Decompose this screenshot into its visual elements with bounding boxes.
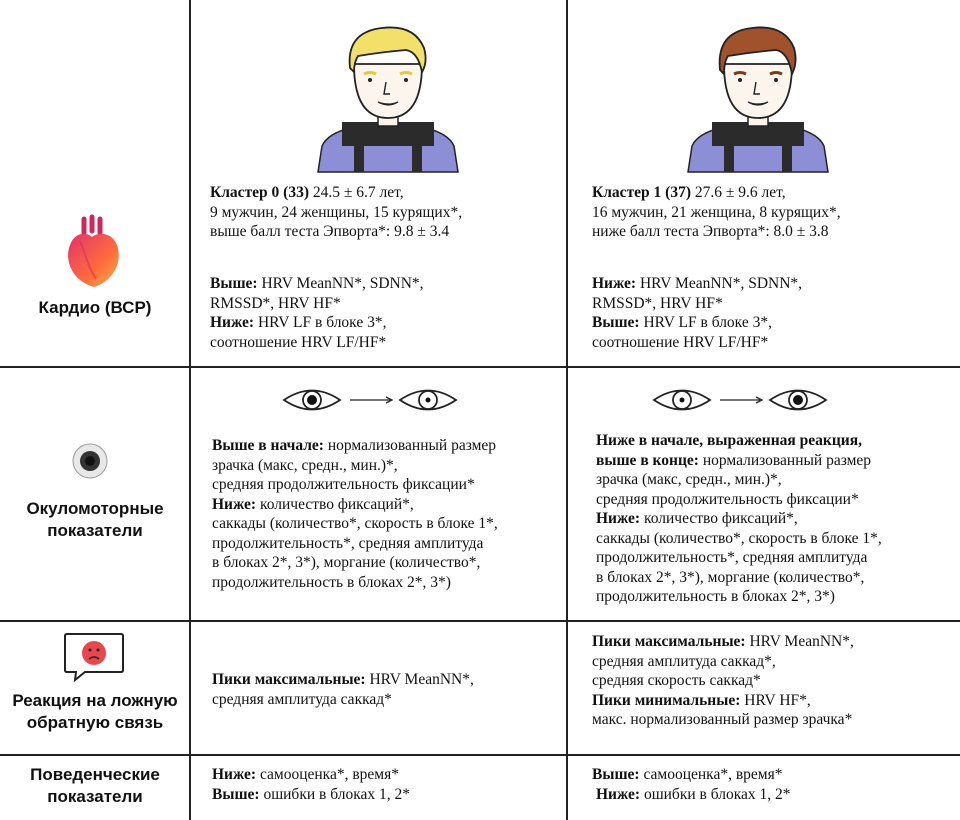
- cluster1-feedback-line2: средняя амплитуда саккад*,: [592, 652, 776, 670]
- row-divider-2: [0, 620, 960, 622]
- cluster0-title-bold: Кластер 0 (33): [210, 184, 310, 201]
- arrow-right-icon: [720, 397, 762, 403]
- row-label-behavioral: [0, 764, 190, 808]
- cluster1-feedback-line1: [592, 632, 854, 652]
- cluster1-oculo-line9: продолжительность в блоках 2*, 3*): [596, 588, 835, 605]
- cluster0-oculo-line8: продолжительность в блоках 2*, 3*): [212, 573, 451, 591]
- cluster1-oculo-l2-text: нормализованный размер: [698, 451, 872, 469]
- label-higher: Выше:: [592, 314, 640, 331]
- cluster0-age: 24.5 ± 6.7 лет,: [309, 184, 404, 201]
- cluster0-cardio-line4: соотношение HRV LF/HF*: [210, 333, 387, 351]
- cluster1-feedback-line4: [592, 691, 854, 711]
- cluster0-feedback-l1-text: HRV MeanNN*,: [365, 671, 474, 688]
- cluster1-cardio-line2: RMSSD*, HRV HF*: [592, 294, 723, 312]
- cluster0-oculo-line7: в блоках 2*, 3*), моргание (количество*,: [212, 554, 481, 571]
- label-peaks-max: Пики максимальные:: [212, 671, 366, 688]
- row-divider-3: [0, 754, 960, 756]
- cluster1-oculo-line5: [596, 509, 882, 529]
- row-label-behavioral-line1: Поведенческие: [30, 765, 160, 784]
- cluster1-epworth: ниже балл теста Эпворта*: 8.0 ± 3.8: [592, 223, 829, 240]
- cluster1-behavior-l2-text: ошибки в блоках 1, 2*: [640, 785, 791, 803]
- cluster1-cardio-line1: [592, 274, 802, 294]
- cluster1-age: 27.6 ± 9.6 лет,: [691, 184, 786, 201]
- cluster1-title-bold: Кластер 1 (37): [592, 184, 692, 201]
- cluster0-behavior-line2: [212, 785, 410, 805]
- eye-transition-dilated-to-constricted: [282, 383, 462, 417]
- cluster0-oculo-line4: [212, 495, 498, 515]
- label-higher: Выше:: [210, 275, 258, 292]
- label-lower: Ниже:: [212, 766, 257, 783]
- cluster1-title: [592, 183, 841, 203]
- row-label-false-feedback: [0, 690, 190, 734]
- cluster1-cardio-l3-text: HRV LF в блоке 3*,: [639, 314, 772, 331]
- cluster1-feedback: [592, 632, 854, 730]
- cluster0-cardio-line2: RMSSD*, HRV HF*: [210, 294, 341, 312]
- cluster0-feedback-line1: [212, 670, 474, 690]
- cluster1-behavior-line2: [592, 785, 791, 805]
- label-lower: Ниже:: [212, 495, 257, 513]
- eye-open-icon: [400, 391, 456, 410]
- label-higher: Выше:: [212, 785, 260, 803]
- label-peaks-max: Пики максимальные:: [592, 633, 746, 650]
- row-divider-1: [0, 366, 960, 368]
- cluster0-feedback: [212, 670, 474, 709]
- cluster0-oculo-line1: [212, 436, 498, 456]
- cluster1-oculo-line1: [596, 431, 882, 451]
- cluster1-oculo-line3: зрачка (макс, средн., мин.)*,: [596, 471, 782, 488]
- cluster0-cardio-line3: [210, 313, 424, 333]
- cluster1-oculo-line2: [596, 451, 882, 471]
- sad-face-chat-icon: [63, 632, 125, 682]
- label-lower-at-start: Ниже в начале, выраженная реакция,: [596, 432, 862, 449]
- cluster1-cardio-line3: [592, 313, 802, 333]
- cluster1-feedback-l4-text: HRV HF*,: [740, 691, 811, 709]
- cluster1-behavior-line1: [592, 765, 791, 785]
- cluster0-oculo: [212, 436, 498, 592]
- cluster0-title: [210, 183, 462, 203]
- label-higher-at-end: выше в конце:: [596, 451, 699, 469]
- cluster0-epworth: выше балл теста Эпворта*: 9.8 ± 3.4: [210, 223, 450, 240]
- cluster0-behavior-line1: [212, 765, 410, 785]
- label-lower: Ниже:: [210, 314, 255, 331]
- cluster0-cardio-line1: [210, 274, 424, 294]
- cluster0-oculo-line3: средняя продолжительность фиксации*: [212, 476, 475, 493]
- label-peaks-min: Пики минимальные:: [592, 691, 741, 709]
- cluster1-feedback-line3: средняя скорость саккад*: [592, 672, 761, 689]
- eye-open-icon: [654, 391, 710, 410]
- cluster1-behavior-l1-text: самооценка*, время*: [639, 766, 783, 783]
- person-blond-icon: [318, 22, 458, 172]
- cluster0-oculo-line6: продолжительность*, средняя амплитуда: [212, 534, 484, 552]
- label-higher-at-start: Выше в начале:: [212, 437, 324, 454]
- cluster0-header: [210, 183, 462, 242]
- cluster1-oculo-line4: средняя продолжительность фиксации*: [596, 490, 859, 508]
- arrow-right-icon: [350, 397, 392, 403]
- eye-open-icon: [284, 391, 340, 410]
- eye-icon: [72, 443, 108, 479]
- cluster0-oculo-l1-text: нормализованный размер: [323, 437, 497, 454]
- row-label-cardio: Кардио (ВСР): [38, 298, 152, 317]
- cluster1-behavior: [592, 765, 791, 804]
- label-lower: Ниже:: [592, 275, 637, 292]
- cluster0-behavior-l2-text: ошибки в блоках 1, 2*: [259, 785, 410, 803]
- cluster1-feedback-l1-text: HRV MeanNN*,: [745, 633, 854, 650]
- row-label-oculomotor-line1: Окуломоторные: [26, 499, 164, 518]
- cluster1-oculo-l5-text: количество фиксаций*,: [640, 510, 798, 527]
- cluster1-cardio-l1-text: HRV MeanNN*, SDNN*,: [636, 275, 803, 292]
- label-higher: Выше:: [592, 766, 640, 783]
- row-label-feedback-line2: обратную связь: [26, 713, 164, 732]
- cluster1-oculo-line6: саккады (количество*, скорость в блоке 1*,: [596, 529, 882, 547]
- row-label-feedback-line1: Реакция на ложную: [12, 691, 178, 710]
- cluster1-cardio-line4: соотношение HRV LF/HF*: [592, 333, 769, 351]
- cluster0-oculo-l4-text: количество фиксаций*,: [256, 495, 414, 513]
- eye-open-icon: [770, 391, 826, 410]
- label-lower: Ниже:: [596, 785, 641, 803]
- row-label-behavioral-line2: показатели: [47, 787, 143, 806]
- cluster0-oculo-line2: зрачка (макс, средн., мин.)*,: [212, 456, 398, 474]
- column-divider-2: [566, 0, 568, 820]
- eye-transition-constricted-to-dilated: [652, 383, 832, 417]
- person-brown-icon: [688, 22, 828, 172]
- cluster1-cardio: [592, 274, 802, 352]
- row-label-oculomotor-line2: показатели: [47, 521, 143, 540]
- cluster0-cardio: [210, 274, 424, 352]
- cluster1-oculo-line8: в блоках 2*, 3*), моргание (количество*,: [596, 568, 865, 586]
- heart-icon: [62, 215, 127, 290]
- label-lower: Ниже:: [596, 510, 641, 527]
- cluster0-cardio-l3-text: HRV LF в блоке 3*,: [254, 314, 387, 331]
- cluster0-oculo-line5: саккады (количество*, скорость в блоке 1*,: [212, 515, 498, 532]
- cluster1-oculo: [596, 431, 882, 607]
- cluster0-behavior: [212, 765, 410, 804]
- cluster1-header: [592, 183, 841, 242]
- cluster0-cardio-l1-text: HRV MeanNN*, SDNN*,: [257, 275, 424, 292]
- cluster0-demographics: 9 мужчин, 24 женщины, 15 курящих*,: [210, 203, 463, 221]
- cluster0-feedback-line2: средняя амплитуда саккад*: [212, 690, 392, 708]
- cluster1-demographics: 16 мужчин, 21 женщина, 8 курящих*,: [592, 203, 841, 221]
- cluster1-oculo-line7: продолжительность*, средняя амплитуда: [596, 549, 868, 566]
- cluster0-behavior-l1-text: самооценка*, время*: [256, 766, 399, 783]
- cluster1-feedback-line5: макс. нормализованный размер зрачка*: [592, 711, 853, 728]
- row-label-oculomotor: [0, 498, 190, 542]
